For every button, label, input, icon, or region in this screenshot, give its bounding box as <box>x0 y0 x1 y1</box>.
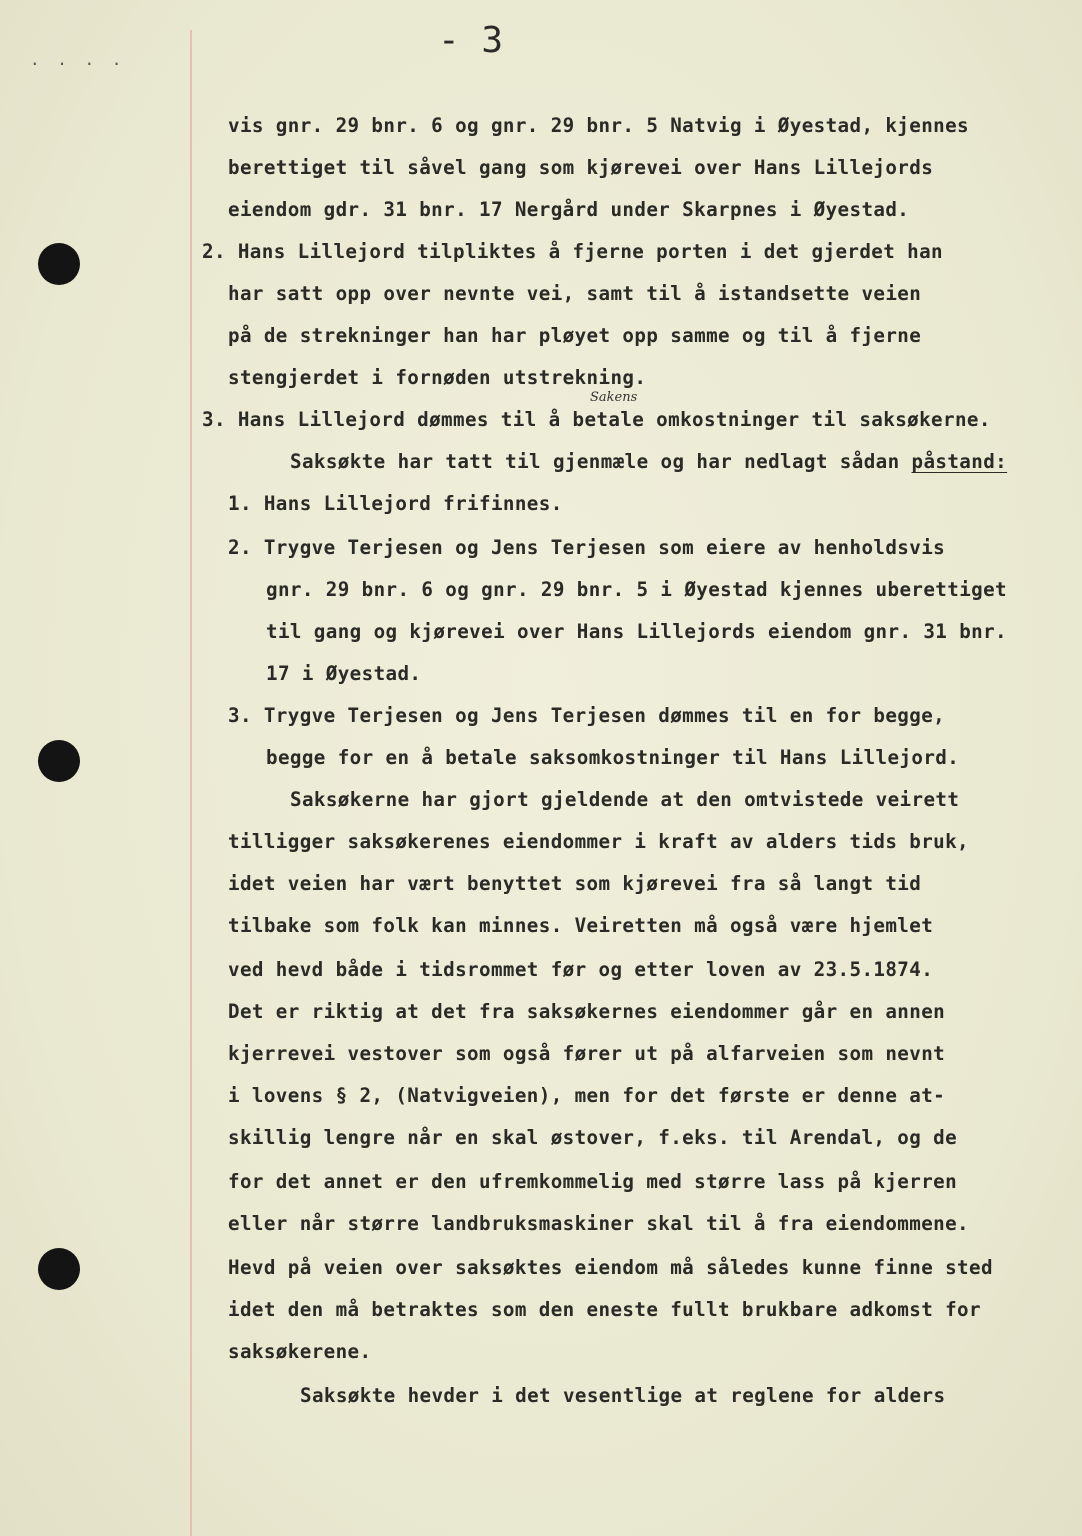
text-line: stengjerdet i fornøden utstrekning. <box>228 366 647 389</box>
text-segment: Saksøkte har tatt til gjenmæle og har nedlagt sådan <box>290 450 912 473</box>
text-line: i lovens § 2, (Natvigveien), men for det første er denne at- <box>228 1084 946 1107</box>
handwritten-insertion: Sakens <box>590 390 638 405</box>
text-line: Hevd på veien over saksøktes eiendom må således kunne finne sted <box>228 1256 993 1279</box>
page-number: - 3 <box>438 20 504 61</box>
text-line: gnr. 29 bnr. 6 og gnr. 29 bnr. 5 i Øyestad kjennes uberettiget <box>266 578 1008 601</box>
text-line: har satt opp over nevnte vei, samt til å istandsette veien <box>228 282 922 305</box>
underlined-word: påstand: <box>911 450 1008 473</box>
text-line: tilligger saksøkerenes eiendommer i kraft av alders tids bruk, <box>228 830 970 853</box>
text-line: 17 i Øyestad. <box>266 662 422 685</box>
text-line: idet veien har vært benyttet som kjørevei fra så langt tid <box>228 872 922 895</box>
corner-marks: . . . . <box>30 50 126 69</box>
text-line: 1. Hans Lillejord frifinnes. <box>228 492 563 515</box>
text-line <box>290 450 1007 474</box>
text-line: 3. Hans Lillejord dømmes til å betale omkostninger til saksøkerne. <box>202 408 991 431</box>
text-line: 2. Trygve Terjesen og Jens Terjesen som eiere av henholdsvis <box>228 536 946 559</box>
text-line: Det er riktig at det fra saksøkernes eiendommer går en annen <box>228 1000 946 1023</box>
text-line: Saksøkerne har gjort gjeldende at den omtvistede veirett <box>290 788 960 811</box>
text-line: saksøkerene. <box>228 1340 372 1363</box>
text-line: eiendom gdr. 31 bnr. 17 Nergård under Skarpnes i Øyestad. <box>228 198 910 221</box>
punch-hole <box>38 243 80 285</box>
punch-hole <box>38 740 80 782</box>
text-line: for det annet er den ufremkommelig med større lass på kjerren <box>228 1170 958 1193</box>
text-line: 3. Trygve Terjesen og Jens Terjesen dømmes til en for begge, <box>228 704 946 727</box>
text-line: på de strekninger han har pløyet opp samme og til å fjerne <box>228 324 922 347</box>
text-line: idet den må betraktes som den eneste fullt brukbare adkomst for <box>228 1298 981 1321</box>
text-line: begge for en å betale saksomkostninger til Hans Lillejord. <box>266 746 960 769</box>
text-line: skillig lengre når en skal østover, f.eks. til Arendal, og de <box>228 1126 958 1149</box>
text-line: eller når større landbruksmaskiner skal til å fra eiendommene. <box>228 1212 970 1235</box>
text-line: 2. Hans Lillejord tilpliktes å fjerne porten i det gjerdet han <box>202 240 944 263</box>
text-line: til gang og kjørevei over Hans Lillejords eiendom gnr. 31 bnr. <box>266 620 1008 643</box>
text-line: vis gnr. 29 bnr. 6 og gnr. 29 bnr. 5 Natvig i Øyestad, kjennes <box>228 114 970 137</box>
text-line: ved hevd både i tidsrommet før og etter loven av 23.5.1874. <box>228 958 934 981</box>
text-line: berettiget til såvel gang som kjørevei over Hans Lillejords <box>228 156 934 179</box>
text-line: kjerrevei vestover som også fører ut på alfarveien som nevnt <box>228 1042 946 1065</box>
text-line: Saksøkte hevder i det vesentlige at reglene for alders <box>300 1384 946 1407</box>
text-line: tilbake som folk kan minnes. Veiretten må også være hjemlet <box>228 914 934 937</box>
punch-hole <box>38 1248 80 1290</box>
margin-rule <box>190 30 192 1536</box>
